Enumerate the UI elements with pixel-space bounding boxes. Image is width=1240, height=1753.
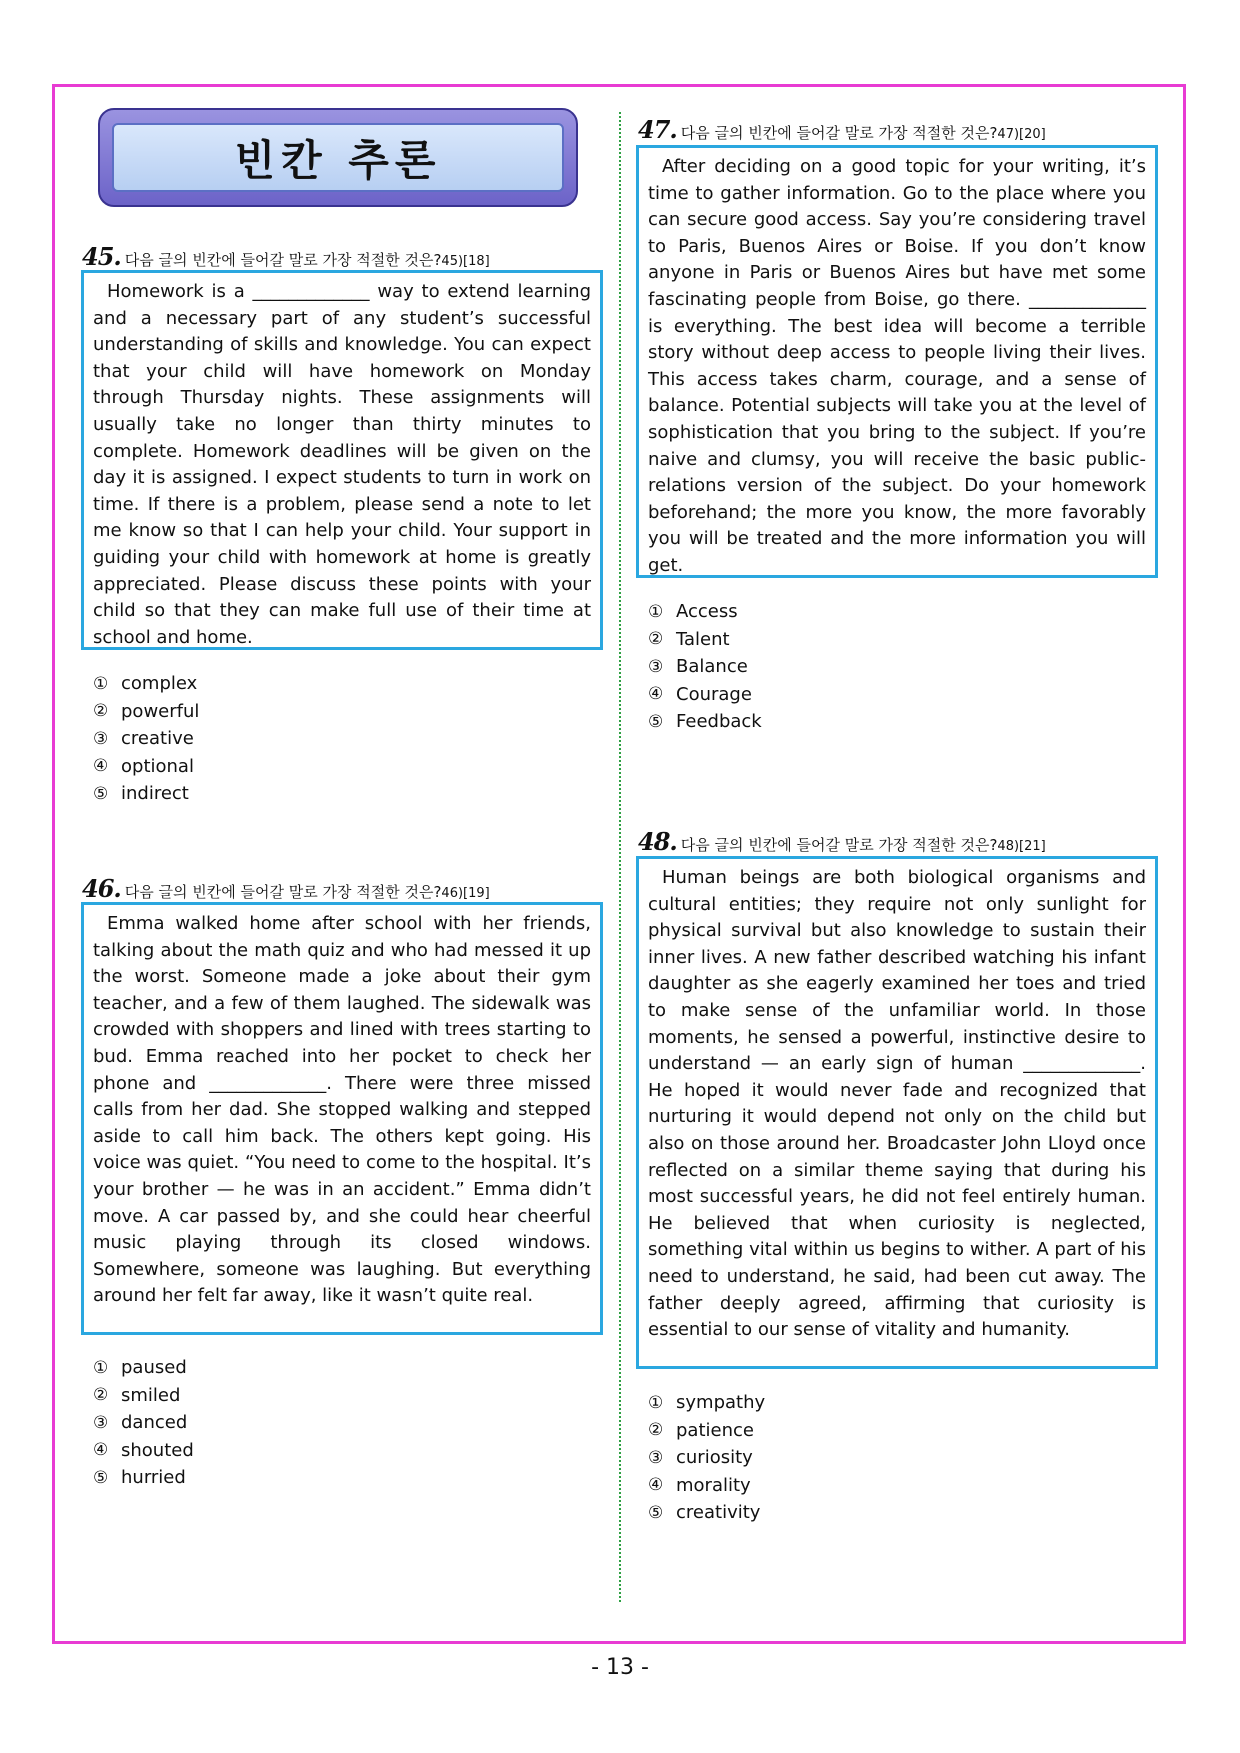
page-number: - 13 - <box>591 1655 649 1680</box>
choice-item[interactable] <box>648 708 762 736</box>
choice-text: creativity <box>676 1502 761 1524</box>
choice-number: ① <box>93 673 109 694</box>
choice-text: paused <box>121 1357 187 1379</box>
choice-text: sympathy <box>676 1392 766 1414</box>
passage-box-45 <box>81 270 603 650</box>
passage-box-46 <box>81 902 603 1335</box>
question-header-47 <box>638 115 1046 144</box>
choice-text: powerful <box>121 700 200 722</box>
choice-item[interactable] <box>93 1354 194 1382</box>
choice-number: ⑤ <box>93 1467 109 1488</box>
choice-item[interactable] <box>648 598 762 626</box>
choice-text: danced <box>121 1412 188 1434</box>
passage-box-48 <box>636 856 1158 1369</box>
question-ref: 45)[18] <box>441 254 490 269</box>
choice-item[interactable] <box>648 1444 765 1472</box>
choice-item[interactable] <box>93 1464 194 1492</box>
choice-item[interactable] <box>93 725 199 753</box>
passage-text: Homework is a _____________ way to extend learning and a necessary part of any student’s successful understanding of skills and knowledge. You can expect that your child will have homework on Monday through Thursday nights. These assignments will usually take no longer than thirty minutes to complete. Homework deadlines will be given on the day it is assigned. I expect students to turn in work on time. If there is a problem, please send a note to let me know so that I can help your child. Your support in guiding your child with homework at home is greatly appreciated. Please discuss these points with your child so that they can make full use of their time at school and home. <box>93 281 591 648</box>
passage-text: Emma walked home after school with her friends, talking about the math quiz and who had messed it up the worst. Someone made a joke about their gym teacher, and a few of them laughed. The sidewalk was crowded with shoppers and lined with trees starting to bud. Emma reached into her pocket to check her phone and _____________. There were three missed calls from her dad. She stopped walking and stepped aside to call him back. The others kept going. His voice was quiet. “You need to come to the hospital. It’s your brother — he was in an accident.” Emma didn’t move. A car passed by, and she could hear cheerful music playing through its closed windows. Somewhere, someone was laughing. But everything around her felt far away, like it wasn’t quite real. <box>93 913 591 1307</box>
choice-number: ② <box>648 1420 664 1441</box>
question-prompt: 다음 글의 빈칸에 들어갈 말로 가장 적절한 것은? <box>680 836 998 854</box>
choice-item[interactable] <box>93 698 199 726</box>
choice-number: ③ <box>93 1412 109 1433</box>
choice-text: Access <box>676 601 738 623</box>
question-number: 48. <box>638 827 677 856</box>
choice-text: smiled <box>121 1384 181 1406</box>
choice-number: ① <box>648 1392 664 1413</box>
question-prompt: 다음 글의 빈칸에 들어갈 말로 가장 적절한 것은? <box>124 883 442 901</box>
choice-text: hurried <box>121 1467 186 1489</box>
question-header-45 <box>82 242 490 271</box>
choice-number: ③ <box>648 1447 664 1468</box>
choice-text: Balance <box>676 656 748 678</box>
column-divider <box>619 112 621 1602</box>
choice-number: ⑤ <box>93 783 109 804</box>
question-header-48 <box>638 827 1046 856</box>
choice-number: ② <box>93 1385 109 1406</box>
choice-item[interactable] <box>93 1409 194 1437</box>
choice-item[interactable] <box>648 653 762 681</box>
question-number: 47. <box>638 115 677 144</box>
choice-text: Talent <box>676 628 730 650</box>
question-prompt: 다음 글의 빈칸에 들어갈 말로 가장 적절한 것은? <box>680 124 998 142</box>
question-header-46 <box>82 874 490 903</box>
choice-text: optional <box>121 755 194 777</box>
choice-number: ④ <box>93 756 109 777</box>
question-number: 45. <box>82 242 121 271</box>
choice-text: Feedback <box>676 711 762 733</box>
choice-item[interactable] <box>648 681 762 709</box>
question-number: 46. <box>82 874 121 903</box>
section-title-banner <box>98 108 578 207</box>
choice-item[interactable] <box>648 1417 765 1445</box>
choice-item[interactable] <box>648 1472 765 1500</box>
passage-box-47 <box>636 145 1158 578</box>
choice-item[interactable] <box>648 626 762 654</box>
choice-text: patience <box>676 1419 754 1441</box>
choice-number: ③ <box>93 728 109 749</box>
section-title: 빈칸 추론 <box>234 135 442 185</box>
choice-item[interactable] <box>93 753 199 781</box>
choice-text: shouted <box>121 1439 194 1461</box>
choices-47 <box>648 598 762 736</box>
choice-text: creative <box>121 728 194 750</box>
choice-item[interactable] <box>648 1499 765 1527</box>
section-title-inner <box>112 123 564 192</box>
choice-item[interactable] <box>93 780 199 808</box>
choice-number: ⑤ <box>648 1502 664 1523</box>
choice-item[interactable] <box>93 670 199 698</box>
choice-number: ② <box>648 629 664 650</box>
choices-48 <box>648 1389 765 1527</box>
choice-text: curiosity <box>676 1447 753 1469</box>
question-ref: 46)[19] <box>441 886 490 901</box>
choice-number: ② <box>93 701 109 722</box>
choice-number: ⑤ <box>648 711 664 732</box>
choice-number: ④ <box>648 684 664 705</box>
choice-text: indirect <box>121 783 189 805</box>
choices-46 <box>93 1354 194 1492</box>
choice-text: morality <box>676 1474 751 1496</box>
choice-item[interactable] <box>93 1437 194 1465</box>
choices-45 <box>93 670 199 808</box>
choice-number: ① <box>93 1357 109 1378</box>
question-ref: 47)[20] <box>997 127 1046 142</box>
choice-number: ④ <box>93 1440 109 1461</box>
passage-text: Human beings are both biological organisms and cultural entities; they require not only sunlight for physical survival but also knowledge to sustain their inner lives. A new father described watching his infant daughter as she eagerly examined her toes and tried to make sense of the unfamiliar world. In those moments, he sensed a powerful, instinctive desire to understand — an early sign of human _____________. He hoped it would never fade and recognized that nurturing it would depend not only on the child but also on those around her. Broadcaster John Lloyd once reflected on a similar theme saying that during his most successful years, he did not feel entirely human. He believed that when curiosity is neglected, something vital within us begins to wither. A part of his need to understand, he said, had been cut away. The father deeply agreed, affirming that curiosity is essential to our sense of vitality and humanity. <box>648 867 1146 1341</box>
choice-number: ① <box>648 601 664 622</box>
choice-number: ③ <box>648 656 664 677</box>
question-ref: 48)[21] <box>997 839 1046 854</box>
choice-text: complex <box>121 673 198 695</box>
choice-number: ④ <box>648 1475 664 1496</box>
choice-text: Courage <box>676 683 752 705</box>
passage-text: After deciding on a good topic for your writing, it’s time to gather information. Go to the place where you can secure good access. Say you’re considering travel to Paris, Buenos Aires or Boise. If you don’t know anyone in Paris or Buenos Aires but have met some fascinating people from Boise, go there. _____________ is everything. The best idea will become a terrible story without deep access to people living their lives. This access takes charm, courage, and a sense of balance. Potential subjects will take you at the level of sophistication that you bring to the subject. If you’re naive and clumsy, you will receive the basic public-relations version of the subject. Do your homework beforehand; the more you know, the more favorably you will be treated and the more information you will get. <box>648 156 1146 576</box>
question-prompt: 다음 글의 빈칸에 들어갈 말로 가장 적절한 것은? <box>124 251 442 269</box>
choice-item[interactable] <box>93 1382 194 1410</box>
choice-item[interactable] <box>648 1389 765 1417</box>
